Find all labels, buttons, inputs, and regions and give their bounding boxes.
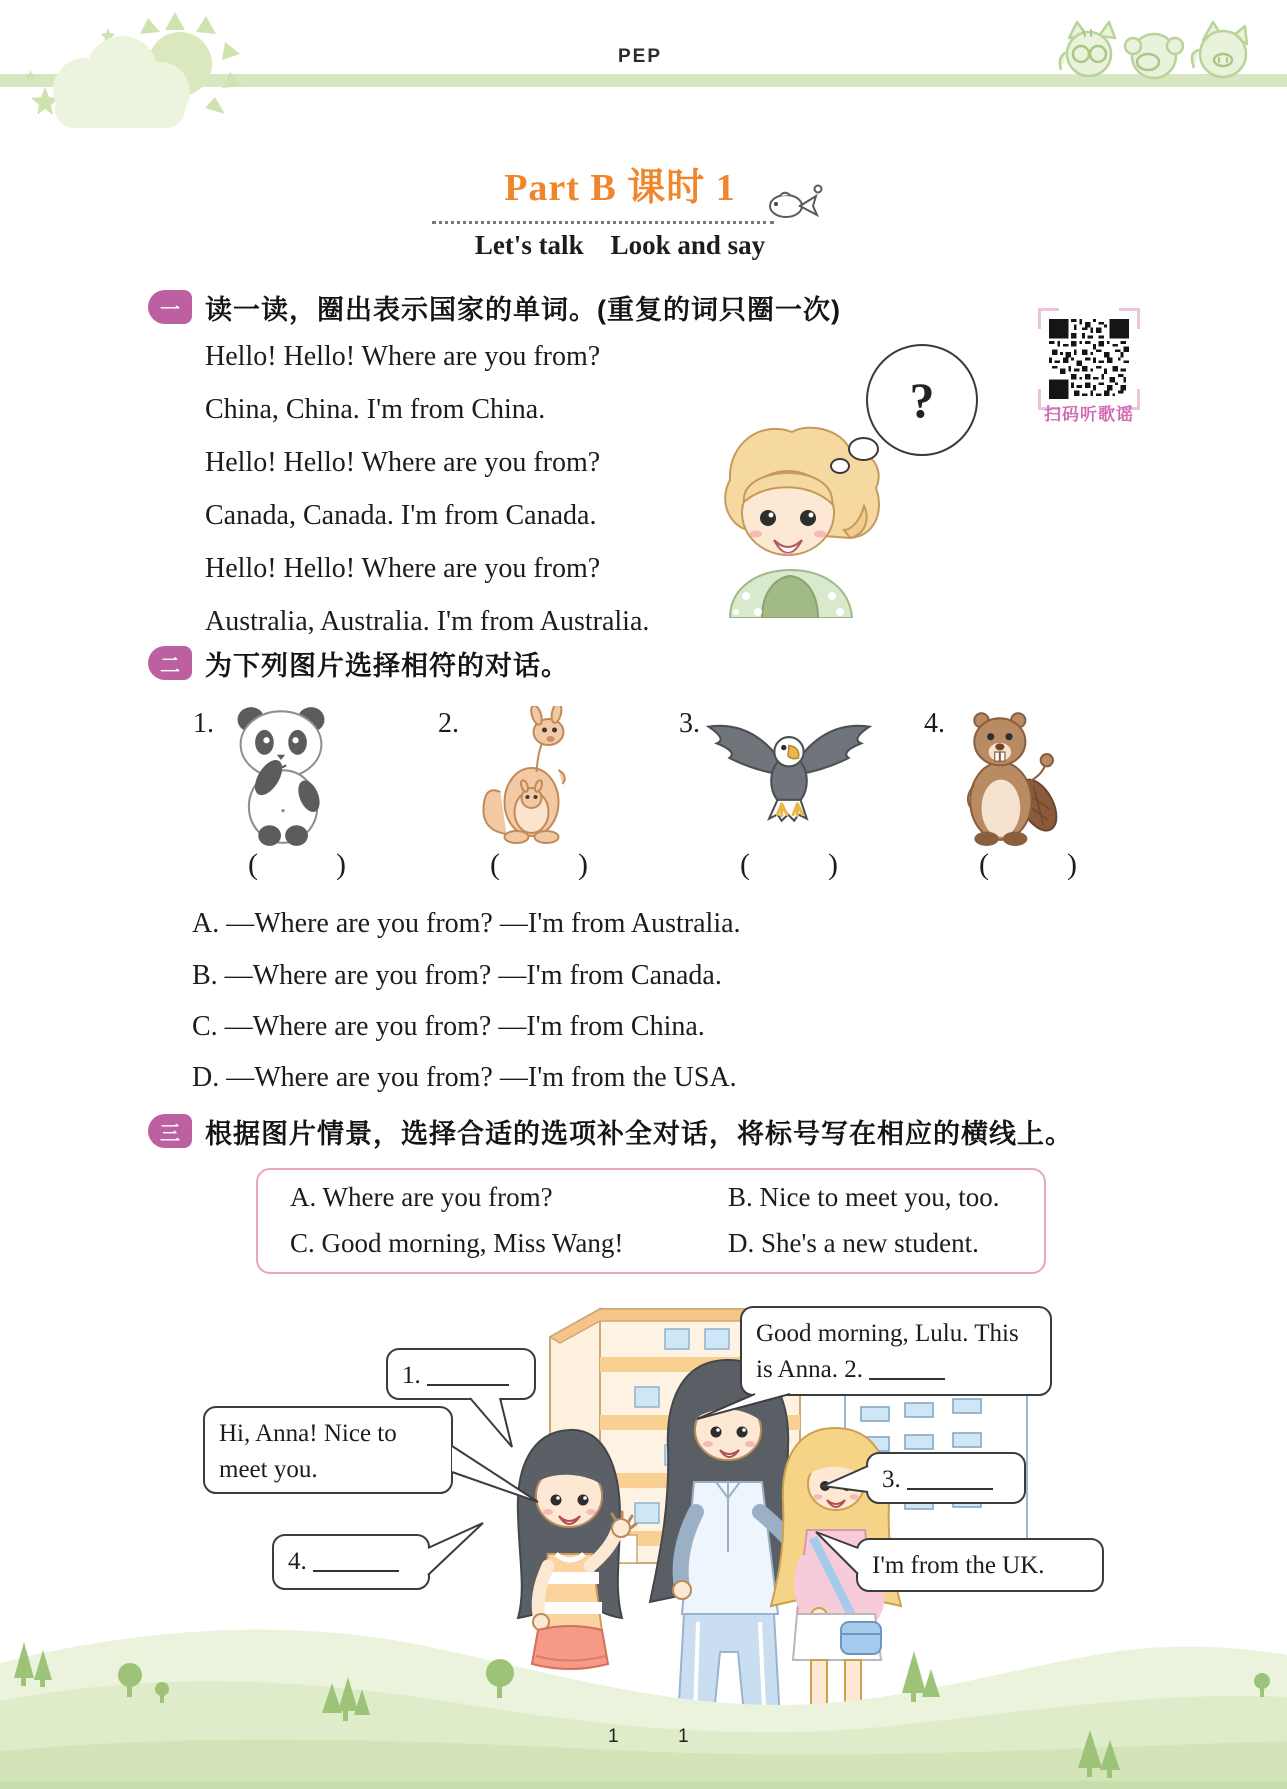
section2-badge: 二	[148, 646, 192, 680]
lyric-line-1: Hello! Hello! Where are you from?	[205, 341, 601, 372]
lyric-line-6: Australia, Australia. I'm from Australia.	[205, 606, 650, 637]
thought-trail-dot	[830, 458, 850, 474]
lyric-line-5: Hello! Hello! Where are you from?	[205, 553, 601, 584]
section1-heading: 读一读，圈出表示国家的单词。(重复的词只圈一次)	[205, 295, 841, 325]
answer-paren-2: ( )	[490, 848, 590, 881]
options-box	[256, 1168, 1046, 1274]
sun-cloud-decoration	[10, 2, 245, 130]
good-morning-line1: Good morning, Lulu. This	[756, 1320, 1019, 1347]
qr-code	[1038, 308, 1140, 410]
brand-label: PEP	[617, 46, 663, 67]
good-morning-bubble	[740, 1306, 1052, 1396]
box-option-b: B. Nice to meet you, too.	[728, 1182, 1000, 1212]
bubble-tail	[812, 1526, 862, 1580]
box-option-d: D. She's a new student.	[728, 1228, 979, 1258]
dialog-blank-2-line	[869, 1358, 945, 1380]
beaver-image	[950, 703, 1065, 848]
bubble-tail	[820, 1462, 870, 1498]
hi-anna-line1: Hi, Anna! Nice to	[219, 1420, 397, 1447]
box-option-c: C. Good morning, Miss Wang!	[290, 1228, 624, 1258]
option-a: A. —Where are you from? —I'm from Australia.	[192, 908, 741, 939]
item-number-4: 4.	[924, 708, 945, 739]
fish-doodle-icon	[764, 182, 824, 224]
dialog-blank-4-line	[313, 1550, 399, 1572]
dialog-blank-4-bubble	[272, 1534, 430, 1590]
dialog-blank-3-line	[907, 1468, 993, 1490]
dialog-blank-1-bubble	[386, 1348, 536, 1400]
dialog-blank-4-label: 4.	[288, 1548, 307, 1575]
uk-bubble-text: I'm from the UK.	[872, 1552, 1045, 1579]
answer-paren-3: ( )	[740, 848, 840, 881]
box-option-a: A. Where are you from?	[290, 1182, 553, 1212]
eagle-image	[700, 712, 878, 827]
page-number-left: 1	[608, 1726, 619, 1747]
lyric-line-3: Hello! Hello! Where are you from?	[205, 447, 601, 478]
dialog-blank-3-bubble	[866, 1452, 1026, 1504]
answer-paren-1: ( )	[248, 848, 348, 881]
item-number-1: 1.	[193, 708, 214, 739]
section2-heading: 为下列图片选择相符的对话。	[205, 651, 569, 681]
thought-trail-dot	[848, 437, 879, 461]
good-morning-line2	[756, 1352, 1036, 1388]
page-number-right: 1	[678, 1726, 689, 1747]
kangaroo-image	[468, 706, 586, 846]
option-b: B. —Where are you from? —I'm from Canada.	[192, 960, 722, 991]
item-number-2: 2.	[438, 708, 459, 739]
bubble-tail	[427, 1518, 487, 1580]
lyric-line-2: China, China. I'm from China.	[205, 394, 546, 425]
panda-image	[222, 703, 340, 848]
qr-pattern	[1049, 319, 1129, 399]
answer-paren-4: ( )	[979, 848, 1079, 881]
bubble-tail	[450, 1438, 545, 1508]
hi-anna-line2: meet you.	[219, 1456, 318, 1483]
section1-badge: 一	[148, 290, 192, 324]
dialog-blank-1-line	[427, 1364, 509, 1386]
item-number-3: 3.	[679, 708, 700, 739]
page-title: Part B 课时 1	[504, 167, 736, 209]
bubble-tail	[695, 1393, 800, 1423]
section3-badge: 三	[148, 1114, 192, 1148]
good-morning-line2-text: is Anna. 2.	[756, 1356, 863, 1383]
mascots-decoration	[1055, 18, 1255, 80]
lesson-subtitle: Let's talk Look and say	[474, 230, 766, 260]
dialog-blank-1-label: 1.	[402, 1362, 421, 1389]
hi-anna-bubble	[203, 1406, 453, 1494]
option-c: C. —Where are you from? —I'm from China.	[192, 1011, 705, 1042]
dialog-blank-3-label: 3.	[882, 1466, 901, 1493]
section3-heading: 根据图片情景，选择合适的选项补全对话，将标号写在相应的横线上。	[205, 1119, 1073, 1149]
qr-caption: 扫码听歌谣	[1044, 405, 1134, 424]
option-d: D. —Where are you from? —I'm from the USA.	[192, 1062, 737, 1093]
title-divider	[432, 221, 774, 224]
lyric-line-4: Canada, Canada. I'm from Canada.	[205, 500, 597, 531]
thought-bubble: ?	[866, 344, 978, 456]
uk-bubble	[856, 1538, 1104, 1592]
